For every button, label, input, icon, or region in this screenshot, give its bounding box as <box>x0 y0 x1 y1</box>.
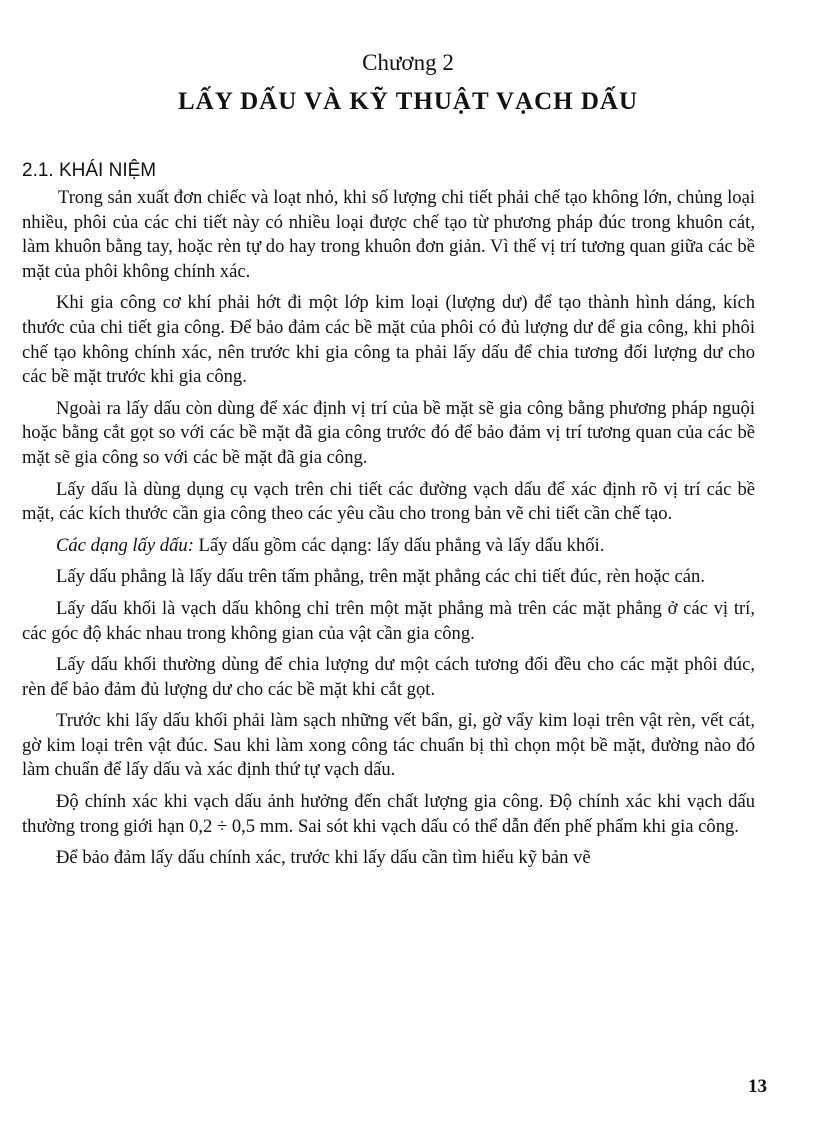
paragraph: Khi gia công cơ khí phải hớt đi một lớp kim loại (lượng dư) để tạo thành hình dáng, kích thước của chi tiết gia công. Để bảo đảm các bề mặt của phôi có đủ lượng dư để gia công, khi phôi chế tạo không chính xác, nên trước khi gia công ta phải lấy dấu để chia tương đối lượng dư cho các bề mặt trước khi gia công. <box>22 292 755 388</box>
page-number: 13 <box>748 1076 767 1097</box>
paragraph: Độ chính xác khi vạch dấu ảnh hưởng đến chất lượng gia công. Độ chính xác khi vạch dấu thường trong giới hạn 0,2 ÷ 0,5 mm. Sai sót khi vạch dấu có thể dẫn đến phế phẩm khi gia công. <box>22 791 755 837</box>
body-text <box>22 186 755 878</box>
paragraph-text: Lấy dấu gồm các dạng: lấy dấu phẳng và lấy dấu khối. <box>193 534 605 556</box>
paragraph: Để bảo đảm lấy dấu chính xác, trước khi lấy dấu cần tìm hiểu kỹ bản vẽ <box>56 847 591 869</box>
paragraph: Lấy dấu phẳng là lấy dấu trên tấm phẳng, trên mặt phẳng các chi tiết đúc, rèn hoặc cán. <box>56 566 705 588</box>
section-heading: 2.1. KHÁI NIỆM <box>22 160 157 181</box>
paragraph: Lấy dấu là dùng dụng cụ vạch trên chi tiết các đường vạch dấu để xác định rõ vị trí các bề mặt, các kích thước cần gia công theo các yêu cầu cho trong bản vẽ chi tiết cần chế tạo. <box>22 478 755 525</box>
paragraph: Ngoài ra lấy dấu còn dùng để xác định vị trí của bề mặt sẽ gia công bằng phương pháp nguội hoặc bằng cắt gọt so với các bề mặt đã gia công trước đó để bảo đảm vị trí tương quan của các bề mặt sẽ gia công so với các bề mặt đã gia công. <box>22 397 755 468</box>
paragraph: Lấy dấu khối là vạch dấu không chỉ trên một mặt phẳng mà trên các mặt phẳng ở các vị trí, các góc độ khác nhau trong không gian của vật cần gia công. <box>22 597 755 644</box>
paragraph-lead: Các dạng lấy dấu: <box>56 534 194 556</box>
paragraph: Trong sản xuất đơn chiếc và loạt nhỏ, khi số lượng chi tiết phải chế tạo không lớn, chủng loại nhiều, phôi của các chi tiết này có nhiều loại được chế tạo từ phương pháp đúc trong khuôn cát, làm khuôn bằng tay, hoặc rèn tự do hay trong khuôn đơn giản. Vì thế vị trí tương quan giữa các bề mặt của phôi không chính xác. <box>22 187 755 282</box>
chapter-heading: Chương 2 <box>362 50 454 75</box>
paragraph: Lấy dấu khối thường dùng để chia lượng dư một cách tương đối đều cho các mặt phôi đúc, rèn để bảo đảm đủ lượng dư cho các bề mặt khi cắt gọt. <box>22 654 755 700</box>
paragraph-types <box>22 534 755 559</box>
chapter-title: LẤY DẤU VÀ KỸ THUẬT VẠCH DẤU <box>178 88 638 115</box>
paragraph: Trước khi lấy dấu khối phải làm sạch những vết bẩn, gỉ, gờ vẩy kim loại trên vật rèn, vết cát, gờ kim loại trên vật đúc. Sau khi làm xong công tác chuẩn bị thì chọn một bề mặt, đường nào đó làm chuẩn để lấy dấu và xác định thứ tự vạch dấu. <box>22 710 755 781</box>
